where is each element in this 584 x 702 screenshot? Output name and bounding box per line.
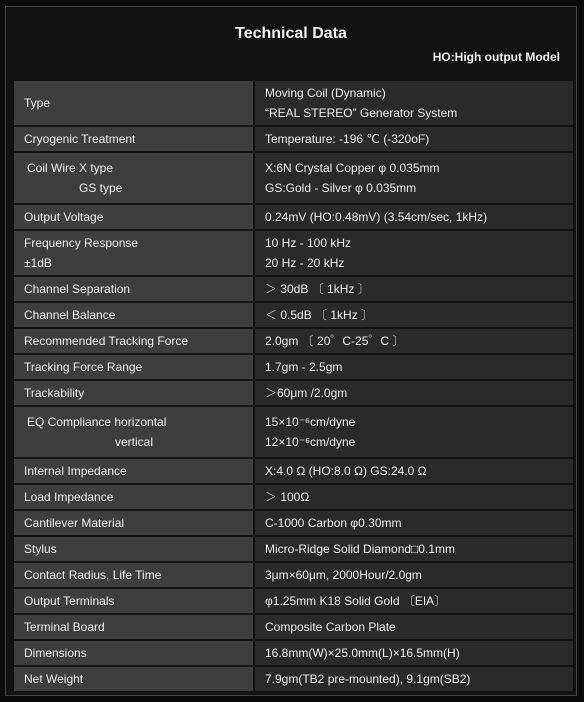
value-line: 2.0gm 〔 20゜C-25゜C 〕 bbox=[265, 334, 405, 348]
row-label bbox=[14, 329, 253, 353]
label-line: ±1dB bbox=[24, 256, 52, 270]
row-value bbox=[255, 205, 573, 229]
row-label bbox=[14, 511, 253, 535]
label-line: Channel Balance bbox=[24, 308, 116, 322]
row-value bbox=[255, 667, 573, 691]
row-label bbox=[14, 667, 253, 691]
value-line: 10 Hz - 100 kHz bbox=[265, 236, 352, 250]
row-value bbox=[255, 231, 573, 275]
table-row bbox=[14, 563, 573, 587]
row-label bbox=[14, 205, 253, 229]
row-value bbox=[255, 485, 573, 509]
row-label bbox=[14, 355, 253, 379]
value-line: ＞60μm /2.0gm bbox=[265, 386, 348, 400]
value-line: Moving Coil (Dynamic) bbox=[265, 86, 386, 100]
value-line: ＜ 0.5dB 〔 1kHz 〕 bbox=[265, 308, 374, 322]
label-line: Tracking Force Range bbox=[24, 360, 143, 374]
row-value bbox=[255, 589, 573, 613]
table-row bbox=[14, 511, 573, 535]
label-line: Dimensions bbox=[24, 646, 87, 660]
table-row bbox=[14, 153, 573, 203]
value-line: 15×10⁻⁶cm/dyne bbox=[265, 415, 356, 429]
row-value bbox=[255, 81, 573, 125]
label-line: EQ Compliance horizontal bbox=[27, 415, 167, 429]
label-line: Cryogenic Treatment bbox=[24, 132, 136, 146]
value-line: 7.9gm(TB2 pre-mounted), 9.1gm(SB2) bbox=[265, 672, 471, 686]
value-line: φ1.25mm K18 Solid Gold 〔EIA〕 bbox=[265, 594, 447, 608]
label-line: Recommended Tracking Force bbox=[24, 334, 189, 348]
row-label bbox=[14, 615, 253, 639]
row-label bbox=[14, 537, 253, 561]
row-label bbox=[14, 81, 253, 125]
label-line: Stylus bbox=[24, 542, 57, 556]
label-line: Internal Impedance bbox=[24, 464, 127, 478]
label-line: Terminal Board bbox=[24, 620, 105, 634]
model-note: HO:High output Model bbox=[432, 50, 560, 64]
table-row bbox=[14, 355, 573, 379]
value-line: 12×10⁻⁶cm/dyne bbox=[265, 435, 356, 449]
value-line: Micro-Ridge Solid Diamond□0.1mm bbox=[265, 542, 455, 556]
label-line: Cantilever Material bbox=[24, 516, 125, 530]
label-line: Channel Separation bbox=[24, 282, 131, 296]
label-line: Output Voltage bbox=[24, 210, 104, 224]
table-row bbox=[14, 231, 573, 275]
table-row bbox=[14, 277, 573, 301]
label-line: Net Weight bbox=[24, 672, 84, 686]
table-row bbox=[14, 407, 573, 457]
label-line: Coil Wire X type bbox=[27, 161, 114, 175]
table-row bbox=[14, 641, 573, 665]
value-line: 3μm×60μm, 2000Hour/2.0gm bbox=[265, 568, 422, 582]
row-label bbox=[14, 563, 253, 587]
row-value bbox=[255, 511, 573, 535]
label-line: vertical bbox=[115, 435, 154, 449]
row-value bbox=[255, 329, 573, 353]
table-row bbox=[14, 205, 573, 229]
row-label bbox=[14, 459, 253, 483]
value-line: C-1000 Carbon φ0.30mm bbox=[265, 516, 402, 530]
label-line: Output Terminals bbox=[24, 594, 115, 608]
row-label bbox=[14, 485, 253, 509]
label-line: Frequency Response bbox=[24, 236, 139, 250]
label-line: GS type bbox=[79, 181, 123, 195]
value-line: Temperature: -196 ℃ (-320oF) bbox=[265, 132, 430, 146]
row-label bbox=[14, 231, 253, 275]
page-title: Technical Data bbox=[235, 25, 347, 42]
label-line: Type bbox=[24, 96, 51, 110]
value-line: 0.24mV (HO:0.48mV) (3.54cm/sec, 1kHz) bbox=[265, 210, 488, 224]
row-value bbox=[255, 563, 573, 587]
spec-table bbox=[14, 81, 573, 693]
row-label bbox=[14, 127, 253, 151]
table-row bbox=[14, 381, 573, 405]
value-line: 16.8mm(W)×25.0mm(L)×16.5mm(H) bbox=[265, 646, 460, 660]
row-value bbox=[255, 407, 573, 457]
table-row bbox=[14, 303, 573, 327]
row-label bbox=[14, 641, 253, 665]
row-label bbox=[14, 407, 253, 457]
value-line: X:4.0 Ω (HO:8.0 Ω) GS:24.0 Ω bbox=[265, 464, 427, 478]
row-value bbox=[255, 153, 573, 203]
value-line: “REAL STEREO” Generator System bbox=[265, 106, 458, 120]
table-row bbox=[14, 485, 573, 509]
row-label bbox=[14, 303, 253, 327]
table-row bbox=[14, 459, 573, 483]
row-label bbox=[14, 277, 253, 301]
value-line: ＞ 30dB 〔 1kHz 〕 bbox=[265, 282, 370, 296]
row-value bbox=[255, 303, 573, 327]
row-value bbox=[255, 459, 573, 483]
row-value bbox=[255, 641, 573, 665]
row-label bbox=[14, 153, 253, 203]
table-row bbox=[14, 537, 573, 561]
row-value bbox=[255, 277, 573, 301]
table-row bbox=[14, 81, 573, 125]
row-value bbox=[255, 127, 573, 151]
row-value bbox=[255, 537, 573, 561]
table-row bbox=[14, 667, 573, 691]
label-line: Trackability bbox=[24, 386, 85, 400]
table-row bbox=[14, 589, 573, 613]
value-line: Composite Carbon Plate bbox=[265, 620, 396, 634]
row-value bbox=[255, 615, 573, 639]
value-line: X:6N Crystal Copper φ 0.035mm bbox=[265, 161, 440, 175]
row-value bbox=[255, 355, 573, 379]
table-row bbox=[14, 615, 573, 639]
table-row bbox=[14, 127, 573, 151]
value-line: 20 Hz - 20 kHz bbox=[265, 256, 345, 270]
label-line: Load Impedance bbox=[24, 490, 114, 504]
technical-data-panel bbox=[5, 6, 577, 696]
row-value bbox=[255, 381, 573, 405]
value-line: GS:Gold - Silver φ 0.035mm bbox=[265, 181, 417, 195]
row-label bbox=[14, 381, 253, 405]
label-line: Contact Radius, Life Time bbox=[24, 568, 162, 582]
table-row bbox=[14, 329, 573, 353]
value-line: ＞ 100Ω bbox=[265, 490, 310, 504]
value-line: 1.7gm - 2.5gm bbox=[265, 360, 343, 374]
row-label bbox=[14, 589, 253, 613]
